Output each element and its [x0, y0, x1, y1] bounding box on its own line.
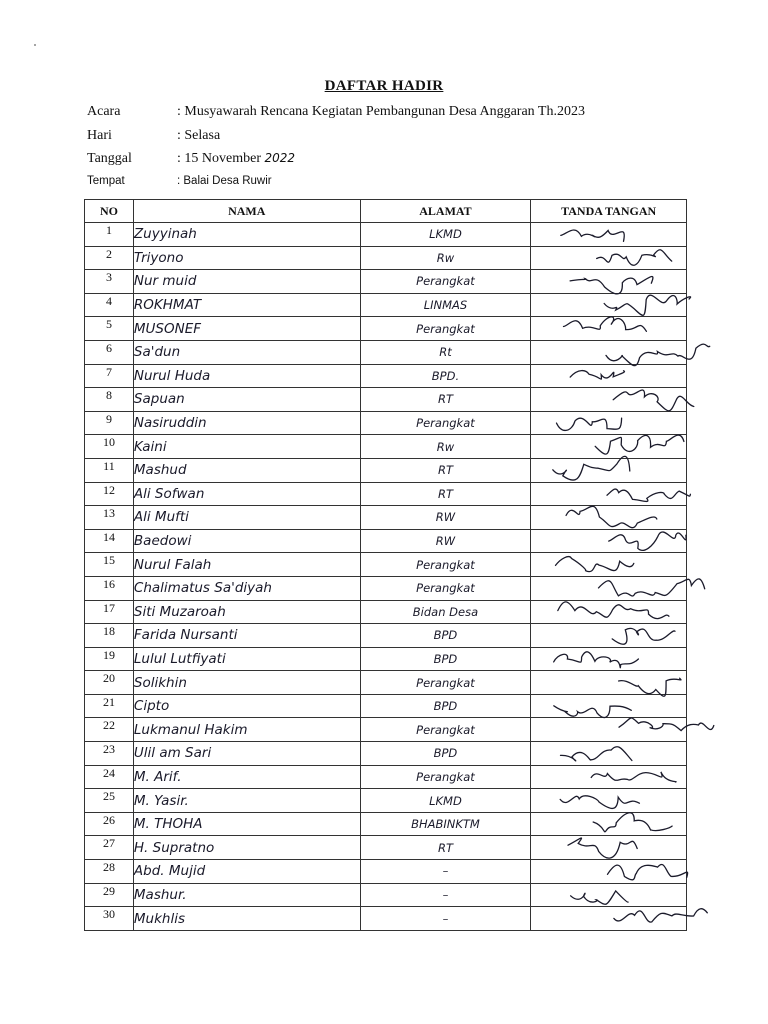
row-alamat: Perangkat [360, 671, 531, 695]
signature-scribble-icon [531, 695, 687, 718]
table-row [85, 364, 687, 388]
meta-label: Tempat [87, 175, 125, 187]
signature-stroke [554, 706, 632, 718]
signature-scribble-icon [531, 459, 687, 482]
signature-scribble-icon [531, 907, 687, 930]
row-alamat: RW [360, 529, 531, 553]
signature-scribble-icon [531, 742, 687, 765]
signature-stroke [613, 390, 694, 411]
row-number: 11 [85, 458, 134, 482]
row-number: 10 [85, 435, 134, 459]
signature-cell [531, 694, 687, 718]
table-row [85, 576, 687, 600]
table-row [85, 812, 687, 836]
row-nama: Siti Muzaroah [133, 600, 360, 624]
signature-stroke [591, 772, 676, 782]
signature-scribble-icon [531, 530, 687, 553]
signature-stroke [560, 796, 639, 809]
signature-scribble-icon [531, 317, 687, 340]
row-nama: Ali Sofwan [133, 482, 360, 506]
table-row [85, 647, 687, 671]
signature-scribble-icon [531, 412, 687, 435]
row-nama: Mukhlis [133, 907, 360, 931]
signature-cell [531, 482, 687, 506]
signature-cell [531, 458, 687, 482]
signature-scribble-icon [531, 813, 687, 836]
signature-scribble-icon [531, 601, 687, 624]
table-row [85, 506, 687, 530]
row-alamat: BHABINKTM [360, 812, 531, 836]
meta-value: : 15 November [177, 151, 261, 166]
row-number: 18 [85, 624, 134, 648]
signature-stroke [609, 532, 686, 550]
table-row [85, 293, 687, 317]
signature-scribble-icon [531, 506, 687, 529]
signature-cell [531, 742, 687, 766]
table-row [85, 553, 687, 577]
attendance-table [84, 199, 687, 931]
signature-cell [531, 506, 687, 530]
row-alamat: LKMD [360, 789, 531, 813]
table-row [85, 907, 687, 931]
signature-scribble-icon [531, 435, 687, 458]
row-nama: Sapuan [133, 388, 360, 412]
signature-cell [531, 718, 687, 742]
signature-cell [531, 293, 687, 317]
signature-cell [531, 576, 687, 600]
scan-speck [34, 44, 36, 46]
signature-cell [531, 553, 687, 577]
signature-scribble-icon [531, 766, 687, 789]
row-alamat: RT [360, 836, 531, 860]
signature-cell [531, 529, 687, 553]
signature-stroke [561, 747, 632, 761]
signature-stroke [571, 891, 629, 904]
signature-cell [531, 388, 687, 412]
row-alamat: Rw [360, 435, 531, 459]
row-number: 15 [85, 553, 134, 577]
signature-scribble-icon [531, 789, 687, 812]
row-number: 8 [85, 388, 134, 412]
signature-scribble-icon [531, 836, 687, 859]
row-nama: M. Arif. [133, 765, 360, 789]
row-nama: Kaini [133, 435, 360, 459]
row-number: 21 [85, 694, 134, 718]
signature-cell [531, 246, 687, 270]
signature-cell [531, 883, 687, 907]
signature-cell [531, 624, 687, 648]
signature-cell [531, 364, 687, 388]
table-row [85, 458, 687, 482]
signature-scribble-icon [531, 553, 687, 576]
meta-value: : Selasa [177, 128, 221, 143]
signature-stroke [554, 652, 639, 668]
signature-scribble-icon [531, 577, 687, 600]
row-alamat: Perangkat [360, 553, 531, 577]
signature-cell [531, 270, 687, 294]
table-row [85, 765, 687, 789]
signature-cell [531, 765, 687, 789]
signature-scribble-icon [531, 860, 687, 883]
row-number: 13 [85, 506, 134, 530]
signature-stroke [597, 249, 672, 265]
table-row [85, 411, 687, 435]
table-row [85, 600, 687, 624]
row-nama: Cipto [133, 694, 360, 718]
table-row [85, 317, 687, 341]
table-row [85, 883, 687, 907]
row-number: 17 [85, 600, 134, 624]
meta-tempat [87, 175, 272, 187]
table-row [85, 340, 687, 364]
signature-scribble-icon [531, 483, 687, 506]
signature-scribble-icon [531, 884, 687, 907]
row-alamat: Perangkat [360, 270, 531, 294]
document-title: DAFTAR HADIR [324, 78, 444, 94]
signature-scribble-icon [531, 648, 687, 671]
row-alamat: BPD [360, 647, 531, 671]
table-row [85, 624, 687, 648]
signature-scribble-icon [531, 341, 687, 364]
row-alamat: BPD [360, 694, 531, 718]
row-nama: Ulil am Sari [133, 742, 360, 766]
row-alamat: – [360, 883, 531, 907]
row-nama: Nurul Falah [133, 553, 360, 577]
row-alamat: Bidan Desa [360, 600, 531, 624]
signature-cell [531, 836, 687, 860]
row-alamat: LINMAS [360, 293, 531, 317]
row-nama: Mashud [133, 458, 360, 482]
signature-stroke [614, 909, 707, 922]
table-row [85, 388, 687, 412]
table-row [85, 860, 687, 884]
row-nama: Chalimatus Sa'diyah [133, 576, 360, 600]
signature-stroke [558, 601, 669, 618]
row-alamat: Perangkat [360, 765, 531, 789]
row-number: 23 [85, 742, 134, 766]
row-nama: Baedowi [133, 529, 360, 553]
table-row [85, 671, 687, 695]
signature-stroke [612, 629, 675, 645]
row-number: 25 [85, 789, 134, 813]
row-number: 2 [85, 246, 134, 270]
row-number: 24 [85, 765, 134, 789]
row-number: 30 [85, 907, 134, 931]
row-nama: Solikhin [133, 671, 360, 695]
table-row [85, 742, 687, 766]
row-alamat: Rt [360, 340, 531, 364]
row-alamat: BPD [360, 624, 531, 648]
row-nama: Triyono [133, 246, 360, 270]
row-nama: Ali Mufti [133, 506, 360, 530]
header-tanda-tangan: TANDA TANGAN [531, 200, 687, 223]
row-number: 4 [85, 293, 134, 317]
signature-scribble-icon [531, 671, 687, 694]
row-number: 19 [85, 647, 134, 671]
row-nama: ROKHMAT [133, 293, 360, 317]
signature-stroke [593, 813, 672, 832]
row-alamat: Perangkat [360, 411, 531, 435]
table-row [85, 694, 687, 718]
row-number: 3 [85, 270, 134, 294]
row-number: 26 [85, 812, 134, 836]
signature-cell [531, 860, 687, 884]
table-row [85, 718, 687, 742]
signature-stroke [619, 718, 714, 731]
row-alamat: Perangkat [360, 317, 531, 341]
row-nama: Nasiruddin [133, 411, 360, 435]
signature-cell [531, 411, 687, 435]
signature-scribble-icon [531, 388, 687, 411]
signature-scribble-icon [531, 270, 687, 293]
signature-cell [531, 907, 687, 931]
signature-stroke [570, 370, 624, 379]
meta-tanggal [87, 151, 295, 167]
row-nama: H. Supratno [133, 836, 360, 860]
meta-value: : Musyawarah Rencana Kegiatan Pembangunan Desa Anggaran Th.2023 [177, 104, 585, 119]
row-number: 5 [85, 317, 134, 341]
row-number: 14 [85, 529, 134, 553]
meta-hari [87, 128, 220, 144]
signature-stroke [570, 277, 653, 294]
signature-scribble-icon [531, 624, 687, 647]
signature-cell [531, 671, 687, 695]
row-alamat: RT [360, 458, 531, 482]
row-nama: MUSONEF [133, 317, 360, 341]
row-nama: M. THOHA [133, 812, 360, 836]
row-number: 27 [85, 836, 134, 860]
meta-acara [87, 104, 585, 120]
meta-label: Acara [87, 104, 121, 119]
signature-cell [531, 600, 687, 624]
row-alamat: – [360, 907, 531, 931]
signature-stroke [606, 344, 710, 365]
signature-stroke [553, 456, 630, 480]
table-row [85, 246, 687, 270]
table-row [85, 223, 687, 247]
table-row [85, 529, 687, 553]
row-alamat: LKMD [360, 223, 531, 247]
signature-stroke [607, 489, 690, 501]
header-alamat: ALAMAT [360, 200, 531, 223]
row-nama: Farida Nursanti [133, 624, 360, 648]
table-row [85, 789, 687, 813]
row-alamat: BPD. [360, 364, 531, 388]
row-nama: Nur muid [133, 270, 360, 294]
signature-cell [531, 647, 687, 671]
row-number: 6 [85, 340, 134, 364]
row-alamat: Perangkat [360, 576, 531, 600]
row-number: 20 [85, 671, 134, 695]
row-alamat: RW [360, 506, 531, 530]
row-alamat: RT [360, 482, 531, 506]
signature-cell [531, 317, 687, 341]
header-nama: NAMA [133, 200, 360, 223]
signature-stroke [561, 230, 624, 241]
row-nama: Mashur. [133, 883, 360, 907]
table-row [85, 270, 687, 294]
table-header-row [85, 200, 687, 223]
signature-stroke [566, 506, 657, 527]
row-number: 29 [85, 883, 134, 907]
signature-scribble-icon [531, 718, 687, 741]
meta-label: Tanggal [87, 151, 132, 166]
meta-value: : Balai Desa Ruwir [177, 175, 272, 187]
row-number: 16 [85, 576, 134, 600]
signature-scribble-icon [531, 294, 687, 317]
table-row [85, 836, 687, 860]
table-row [85, 482, 687, 506]
signature-cell [531, 789, 687, 813]
signature-cell [531, 812, 687, 836]
signature-cell [531, 223, 687, 247]
signature-stroke [604, 295, 690, 315]
signature-cell [531, 340, 687, 364]
row-number: 28 [85, 860, 134, 884]
signature-stroke [557, 418, 622, 430]
meta-label: Hari [87, 128, 112, 143]
row-alamat: Rw [360, 246, 531, 270]
row-nama: Lukmanul Hakim [133, 718, 360, 742]
header-no: NO [85, 200, 134, 223]
row-number: 7 [85, 364, 134, 388]
row-nama: Nurul Huda [133, 364, 360, 388]
table-row [85, 435, 687, 459]
signature-cell [531, 435, 687, 459]
row-number: 12 [85, 482, 134, 506]
signature-stroke [595, 435, 684, 454]
row-nama: M. Yasir. [133, 789, 360, 813]
row-alamat: RT [360, 388, 531, 412]
signature-scribble-icon [531, 365, 687, 388]
row-number: 1 [85, 223, 134, 247]
row-number: 9 [85, 411, 134, 435]
signature-scribble-icon [531, 223, 687, 246]
row-nama: Sa'dun [133, 340, 360, 364]
signature-stroke [564, 317, 647, 332]
row-alamat: – [360, 860, 531, 884]
signature-stroke [599, 579, 705, 596]
signature-scribble-icon [531, 247, 687, 270]
row-nama: Abd. Mujid [133, 860, 360, 884]
row-alamat: BPD [360, 742, 531, 766]
row-number: 22 [85, 718, 134, 742]
row-nama: Zuyyinah [133, 223, 360, 247]
signature-stroke [568, 838, 637, 858]
signature-stroke [556, 557, 634, 572]
row-alamat: Perangkat [360, 718, 531, 742]
meta-handwritten-year: 2022 [264, 151, 296, 165]
row-nama: Lulul Lutfiyati [133, 647, 360, 671]
signature-stroke [608, 864, 688, 879]
